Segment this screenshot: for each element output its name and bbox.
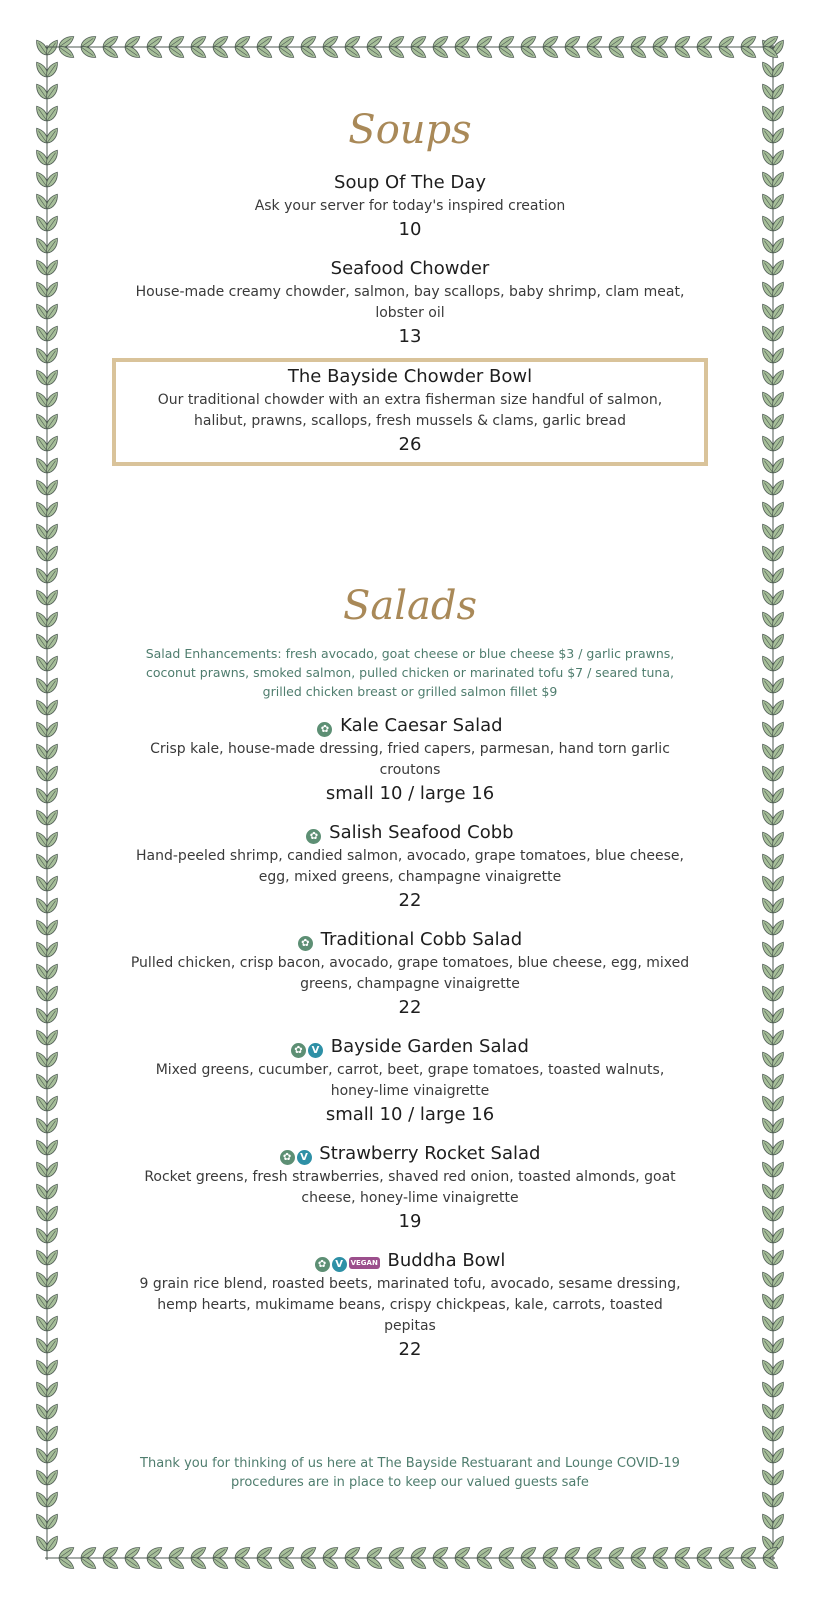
menu-item-bayside-garden	[110, 1034, 710, 1128]
item-name-row	[110, 713, 710, 739]
menu-item-traditional-cobb	[110, 927, 710, 1021]
item-description: House-made creamy chowder, salmon, bay scallops, baby shrimp, clam meat, lobster oil	[135, 284, 685, 321]
item-name: Bayside Garden Salad	[330, 1036, 529, 1057]
item-price: small 10 / large 16	[325, 783, 495, 804]
item-description: Pulled chicken, crisp bacon, avocado, grape tomatoes, blue cheese, egg, mixed greens, champagne vinaigrette	[130, 955, 690, 992]
item-description: 9 grain rice blend, roasted beets, marinated tofu, avocado, sesame dressing, hemp hearts, mukimame beans, crispy chickpeas, kale, carrots, toasted pepitas	[139, 1276, 681, 1334]
footer-note: Thank you for thinking of us here at The Bayside Restuarant and Lounge COVID-19 procedures are in place to keep our valued guests safe	[140, 1456, 680, 1490]
item-price: 19	[398, 1211, 422, 1232]
item-description: Mixed greens, cucumber, carrot, beet, grape tomatoes, toasted walnuts, honey-lime vinaigrette	[155, 1062, 665, 1099]
item-price: small 10 / large 16	[325, 1104, 495, 1125]
menu-item-buddha-bowl	[110, 1248, 710, 1363]
vegetarian-icon: V	[332, 1257, 347, 1272]
item-name-row	[110, 927, 710, 953]
salads-title: Salads	[342, 583, 478, 629]
item-price: 13	[398, 326, 422, 347]
item-description: Ask your server for today's inspired creation	[254, 198, 566, 214]
item-name-row	[110, 1248, 710, 1274]
menu-item-soup-of-the-day	[110, 170, 710, 243]
gluten-free-icon: ✿	[317, 722, 332, 737]
item-price: 26	[398, 434, 422, 455]
item-name: Salish Seafood Cobb	[329, 822, 514, 843]
vegan-icon: VEGAN	[350, 1259, 378, 1267]
menu-item-salish-seafood-cobb	[110, 820, 710, 914]
item-name: Soup Of The Day	[334, 172, 486, 193]
item-description: Crisp kale, house-made dressing, fried capers, parmesan, hand torn garlic croutons	[150, 741, 670, 778]
soups-title: Soups	[348, 107, 472, 153]
item-name: Strawberry Rocket Salad	[319, 1143, 541, 1164]
item-name: Buddha Bowl	[387, 1250, 506, 1271]
item-name-row	[110, 820, 710, 846]
item-description: Hand-peeled shrimp, candied salmon, avocado, grape tomatoes, blue cheese, egg, mixed greens, champagne vinaigrette	[136, 848, 684, 885]
item-name: Kale Caesar Salad	[340, 715, 503, 736]
featured-item-bayside-chowder-bowl	[112, 358, 708, 466]
item-name: The Bayside Chowder Bowl	[287, 366, 533, 387]
vegetarian-icon: V	[308, 1043, 323, 1058]
item-name-row	[110, 1034, 710, 1060]
item-name: Seafood Chowder	[330, 258, 490, 279]
item-price: 10	[398, 219, 422, 240]
item-description: Our traditional chowder with an extra fisherman size handful of salmon, halibut, prawns, scallops, fresh mussels & clams, garlic bread	[157, 392, 663, 429]
item-description: Rocket greens, fresh strawberries, shaved red onion, toasted almonds, goat cheese, honey-lime vinaigrette	[144, 1169, 676, 1206]
gluten-free-icon: ✿	[315, 1257, 330, 1272]
menu-content	[110, 100, 710, 1363]
item-price: 22	[398, 997, 422, 1018]
item-name-row	[110, 1141, 710, 1167]
salad-enhancements-note: Salad Enhancements: fresh avocado, goat cheese or blue cheese $3 / garlic prawns, coconut prawns, smoked salmon, pulled chicken or marinated tofu $7 / seared tuna, grilled chicken breast or grilled salmon fillet $9	[145, 646, 675, 699]
item-price: 22	[398, 890, 422, 911]
menu-item-kale-caesar	[110, 713, 710, 807]
gluten-free-icon: ✿	[280, 1150, 295, 1165]
gluten-free-icon: ✿	[291, 1043, 306, 1058]
item-price: 22	[398, 1339, 422, 1360]
vegetarian-icon: V	[297, 1150, 312, 1165]
item-name: Traditional Cobb Salad	[320, 929, 523, 950]
gluten-free-icon: ✿	[298, 936, 313, 951]
menu-item-seafood-chowder	[110, 256, 710, 350]
menu-item-strawberry-rocket	[110, 1141, 710, 1235]
gluten-free-icon: ✿	[306, 829, 321, 844]
